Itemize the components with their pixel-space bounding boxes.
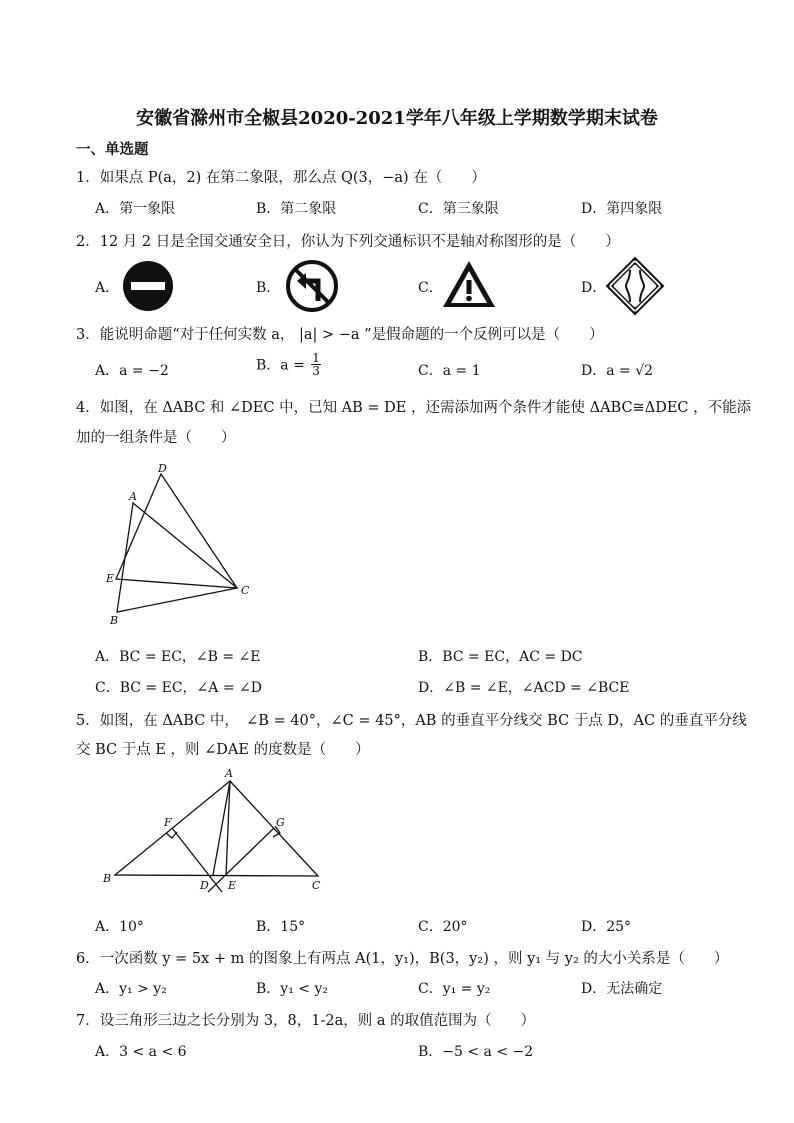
q1-option-c: C．第三象限 <box>418 201 499 217</box>
fig4-label-a: A <box>129 490 137 503</box>
q6-option-b: B．y₁ < y₂ <box>256 981 328 997</box>
q4-option-c: C．BC = EC，∠A = ∠D <box>95 680 262 696</box>
q2-option-c: C． <box>418 280 443 296</box>
q3-option-b-label: B．a = <box>256 357 310 374</box>
q3-option-d: D．a = √2 <box>581 363 654 379</box>
question-2-stem: 2．12 月 2 日是全国交通安全日，你认为下列交通标识不是轴对称图形的是（ ） <box>76 234 620 250</box>
question-4-stem-line2: 加的一组条件是（ ） <box>76 430 236 446</box>
page-title: 安徽省滁州市全椒县2020-2021学年八年级上学期数学期末试卷 <box>136 108 658 129</box>
fig4-label-b: B <box>110 614 119 627</box>
fig5-label-f: F <box>164 816 172 829</box>
q2-option-b: B． <box>256 280 281 296</box>
q2-option-a: A． <box>95 280 120 296</box>
fig5-label-e: E <box>228 879 237 892</box>
q3-option-a: A．a = −2 <box>95 363 169 379</box>
fig4-label-d: D <box>158 462 167 475</box>
q5-triangle-figure <box>100 766 340 906</box>
q5-option-d: D．25° <box>581 919 632 935</box>
warning-sign-icon <box>441 258 497 310</box>
q3-option-c: C．a = 1 <box>418 363 481 379</box>
fraction <box>311 352 321 377</box>
road-narrows-sign-icon <box>605 256 665 316</box>
q4-option-a: A．BC = EC，∠B = ∠E <box>95 649 261 665</box>
q2-option-d: D． <box>581 280 607 296</box>
question-3-stem: 3．能说明命题“对于任何实数 a， |a| > −a ”是假命题的一个反例可以是（ ） <box>76 327 604 343</box>
no-left-turn-sign-icon <box>285 259 339 313</box>
q4-option-d: D．∠B = ∠E，∠ACD = ∠BCE <box>418 680 630 696</box>
q1-option-a: A．第一象限 <box>95 201 176 217</box>
question-5-stem-line1: 5．如图，在 ΔABC 中， ∠B = 40°，∠C = 45°，AB 的垂直平分线交 BC 于点 D，AC 的垂直平分线 <box>76 713 747 729</box>
q7-option-a: A．3 < a < 6 <box>95 1044 187 1060</box>
q1-option-d: D．第四象限 <box>581 201 663 217</box>
fraction-numerator: 1 <box>312 351 320 365</box>
fraction-denominator: 3 <box>312 364 320 378</box>
fig4-label-e: E <box>106 572 115 585</box>
q5-option-c: C．20° <box>418 919 468 935</box>
q6-option-c: C．y₁ = y₂ <box>418 981 491 997</box>
q7-option-b: B．−5 < a < −2 <box>418 1044 534 1060</box>
fig5-label-a: A <box>225 767 233 780</box>
no-entry-sign-icon <box>121 259 175 313</box>
fig4-label-c: C <box>241 584 250 597</box>
fig5-label-d: D <box>200 879 209 892</box>
fig5-label-b: B <box>103 872 112 885</box>
section-heading: 一、单选题 <box>76 141 149 158</box>
q4-option-b: B．BC = EC，AC = DC <box>418 649 583 665</box>
question-4-stem-line1: 4．如图，在 ΔABC 和 ∠DEC 中，已知 AB = DE ，还需添加两个条件才能使 ΔABC≅ΔDEC ，不能添 <box>76 400 752 416</box>
question-6-stem: 6．一次函数 y = 5x + m 的图象上有两点 A(1，y₁)，B(3，y₂) ，则 y₁ 与 y₂ 的大小关系是（ ） <box>76 951 729 967</box>
q3-option-b <box>256 352 321 377</box>
q4-triangle-figure <box>100 458 270 633</box>
fig5-label-g: G <box>276 816 285 829</box>
question-1-stem: 1．如果点 P(a，2) 在第二象限，那么点 Q(3，−a) 在（ ） <box>76 170 486 186</box>
q5-option-a: A．10° <box>95 919 144 935</box>
q6-option-a: A．y₁ > y₂ <box>95 981 167 997</box>
question-5-stem-line2: 交 BC 于点 E ，则 ∠DAE 的度数是（ ） <box>76 742 370 758</box>
q6-option-d: D．无法确定 <box>581 981 663 997</box>
question-7-stem: 7．设三角形三边之长分别为 3，8，1-2a，则 a 的取值范围为（ ） <box>76 1013 536 1029</box>
q5-option-b: B．15° <box>256 919 306 935</box>
fig5-label-c: C <box>312 879 321 892</box>
q1-option-b: B．第二象限 <box>256 201 337 217</box>
